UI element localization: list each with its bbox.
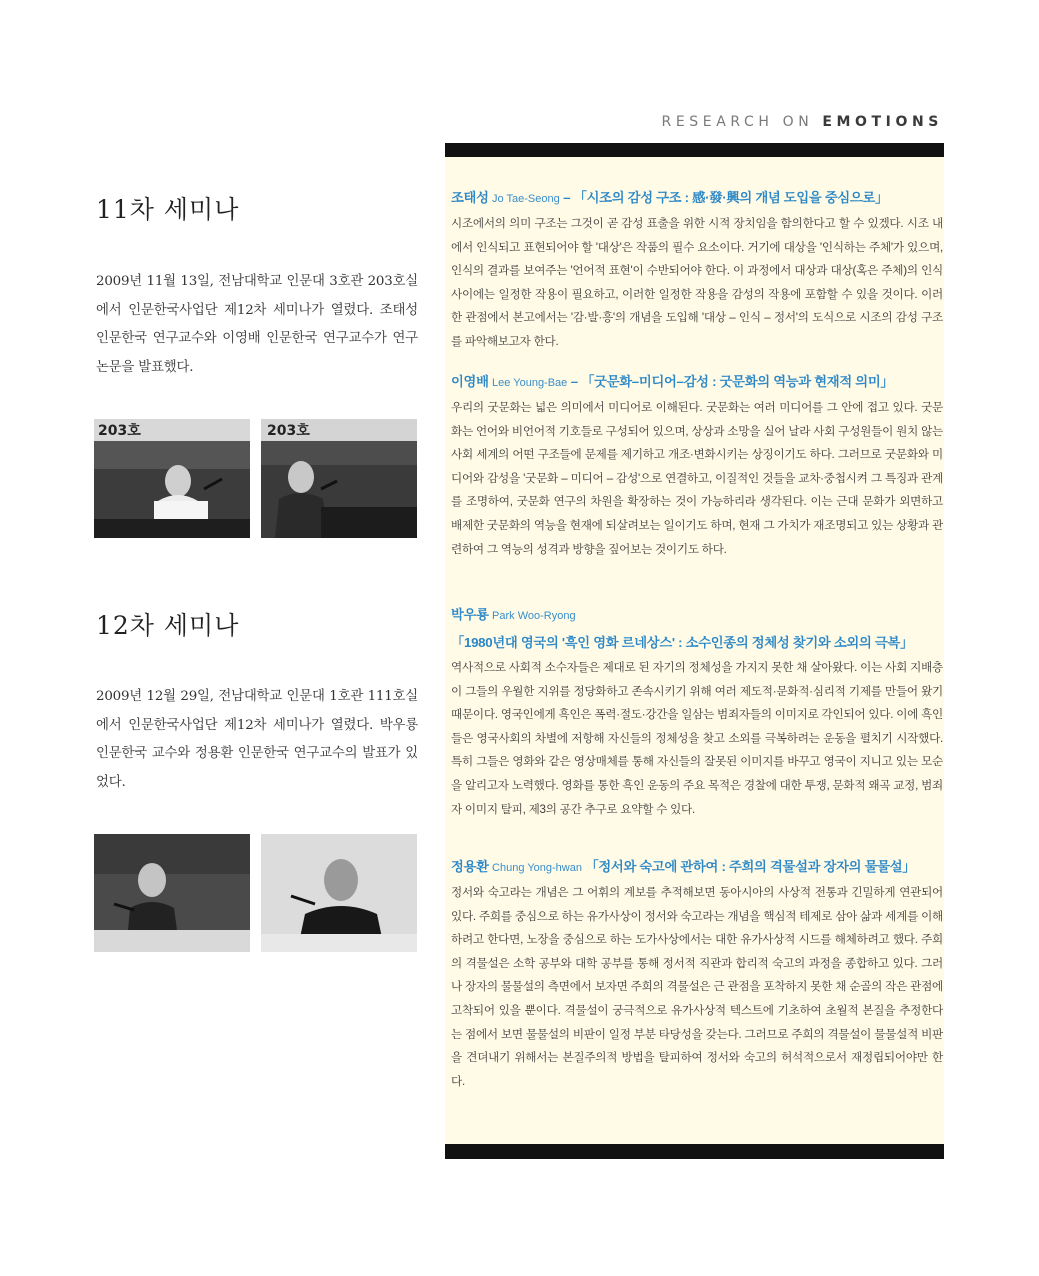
top-rule [445, 143, 944, 157]
abstract-heading [451, 857, 943, 878]
abstract-jo-tae-seong [451, 188, 943, 354]
seminar-description: 2009년 12월 29일, 전남대학교 인문대 1호관 111호실에서 인문한국사업단 제12차 세미나가 열렸다. 박우룡 인문한국 교수와 정용환 인문한국 연구교수의 발표가 있었다. [96, 689, 419, 790]
author-name-en: Jo Tae-Seong [492, 193, 560, 205]
seminar-11-text [96, 268, 418, 382]
paper-title: – 「굿문화–미디어–감성 : 굿문화의 역능과 현재적 의미」 [567, 374, 894, 389]
seminar-photo [94, 834, 250, 952]
abstract-body: 우리의 굿문화는 넓은 의미에서 미디어로 이해된다. 굿문화는 여러 미디어를 그 안에 접고 있다. 굿문화는 언어와 비언어적 기호들로 구성되어 있으며, 상상과 소망을 실어 날라 사회 구성원들이 원치 않는 사회 세계의 어떤 구조들에 문제를 제기하고 개조·변화시키는 상징이기도 하다. 그러므로 굿문화와 미디어와 감성을 '굿문화 – 미디어 – 감성'으로 연결하고, 이질적인 것들을 교차·중첩시켜 그 특징과 관계를 조명하여, 굿문화 연구의 차원을 확장하는 것이 가능하리라 생각된다. 이는 근대 문화가 외면하고 배제한 굿문화의 역능을 현재에 되살려보는 일이기도 하며, 현재 그 가치가 재조명되고 있는 상황과 관련하여 그 역능의 성격과 방향을 짚어보는 것이기도 하다. [451, 401, 943, 556]
author-name: 이영배 [451, 374, 489, 389]
author-name: 정용환 [451, 859, 489, 874]
header-prefix: RESEARCH ON [661, 114, 823, 130]
abstract-park-woo-ryong [451, 605, 943, 821]
author-name-en: Chung Yong-hwan [492, 862, 582, 874]
room-sign-text: 203호 [98, 423, 141, 439]
abstract-lee-young-bae [451, 372, 943, 561]
seminar-photo [261, 419, 417, 538]
seminar-title: 11차 세미나 [96, 195, 240, 224]
abstract-body: 정서와 숙고라는 개념은 그 어휘의 계보를 추적해보면 동아시아의 사상적 전통과 긴밀하게 연관되어 있다. 주희를 중심으로 하는 유가사상이 정서와 숙고라는 개념을 핵심적 테제로 삼아 삶과 세계를 이해하려고 한다면, 노장을 중심으로 하는 도가사상에서는 대한 유가사상적 시드를 해체하려고 했다. 주희의 격물설은 소학 공부와 대학 공부를 통해 정서적 직관과 합리적 숙고의 과정을 종합하고 있다. 그러나 장자의 물물설의 측면에서 보자면 주희의 격물설은 근 관점을 포착하지 못한 채 순골의 작은 관점에 고착되어 있을 뿐이다. 격물설이 궁극적으로 유가사상적 텍스트에 기초하여 초월적 본질을 추정한다는 점에서 보면 물물설의 비판이 일정 부분 타당성을 갖는다. 그러므로 주희의 격물설이 물물설적 비판을 견뎌내기 위해서는 본질주의적 방법을 탈피하여 정서와 숙고의 허석적으로서 재정립되어야만 한다. [451, 886, 943, 1088]
author-name: 박우룡 [451, 607, 489, 622]
abstract-heading [451, 372, 943, 393]
seminar-11 [96, 190, 418, 226]
seminar-description: 2009년 11월 13일, 전남대학교 인문대 3호관 203호실에서 인문한국사업단 제12차 세미나가 열렸다. 조태성 인문한국 연구교수와 이영배 인문한국 연구교수가 연구논문을 발표했다. [96, 274, 418, 375]
bottom-rule [445, 1144, 944, 1159]
abstract-heading [451, 188, 943, 209]
seminar-12-text [96, 683, 418, 797]
seminar-photo [261, 834, 417, 952]
paper-title: – 「시조의 감성 구조 : 感·發·興의 개념 도입을 중심으로」 [559, 190, 889, 205]
seminar-photo [94, 419, 250, 538]
paper-title: 「1980년대 영국의 '흑인 영화 르네상스' : 소수인종의 정체성 찾기와 소외의 극복」 [451, 635, 913, 650]
header-emphasis: EMOTIONS [822, 114, 943, 130]
author-name-en: Lee Young-Bae [492, 377, 568, 389]
author-name: 조태성 [451, 190, 489, 205]
abstract-heading [451, 605, 943, 626]
paper-title: 「정서와 숙고에 관하여 : 주희의 격물설과 장자의 물물설」 [581, 859, 916, 874]
seminar-title: 12차 세미나 [96, 611, 240, 640]
room-sign-text: 203호 [267, 423, 310, 439]
abstract-chung-yong-hwan [451, 857, 943, 1093]
abstract-body: 시조에서의 의미 구조는 그것이 곧 감성 표출을 위한 시적 장치임을 함의한다고 할 수 있겠다. 시조 내에서 인식되고 표현되어야 할 '대상'은 작품의 필수 요소이다. 거기에 대상을 '인식하는 주체'가 있으며, 인식의 결과를 보여주는 '언어적 표현'이 수반되어야 한다. 이 과정에서 대상과 대상(혹은 주체)의 인식 사이에는 일정한 작용이 필요하고, 이러한 일정한 작용을 감성의 작용에 포함할 수 있을 것이다. 이러한 관점에서 본고에서는 '감·발·흥'의 개념을 도입해 '대상 – 인식 – 정서'의 도식으로 시조의 감성 구조를 파악해보고자 한다. [451, 217, 943, 348]
abstract-body: 역사적으로 사회적 소수자들은 제대로 된 자기의 정체성을 가지지 못한 채 살아왔다. 이는 사회 지배층이 그들의 우월한 지위를 정당화하고 존속시키기 위해 여러 제도적·문화적·심리적 기제를 만들어 왔기 때문이다. 영국인에게 흑인은 폭력·절도·강간을 일삼는 범죄자들의 이미지로 각인되어 있다. 이에 흑인들은 영국사회의 차별에 저항해 자신들의 정체성을 찾고 소외를 극복하려는 운동을 펼치기 시작했다. 특히 그들은 영화와 같은 영상매체를 통해 자신들의 잘못된 이미지를 바꾸고 영국이 지니고 있는 모순을 알리고자 노력했다. 영화를 통한 흑인 운동의 주요 목적은 경찰에 대한 투쟁, 문화적 왜곡 교정, 범죄자 이미지 탈피, 제3의 공간 추구로 요약할 수 있다. [451, 661, 943, 816]
author-name-en: Park Woo-Ryong [492, 610, 576, 622]
seminar-12 [96, 606, 418, 642]
section-header [662, 114, 943, 130]
